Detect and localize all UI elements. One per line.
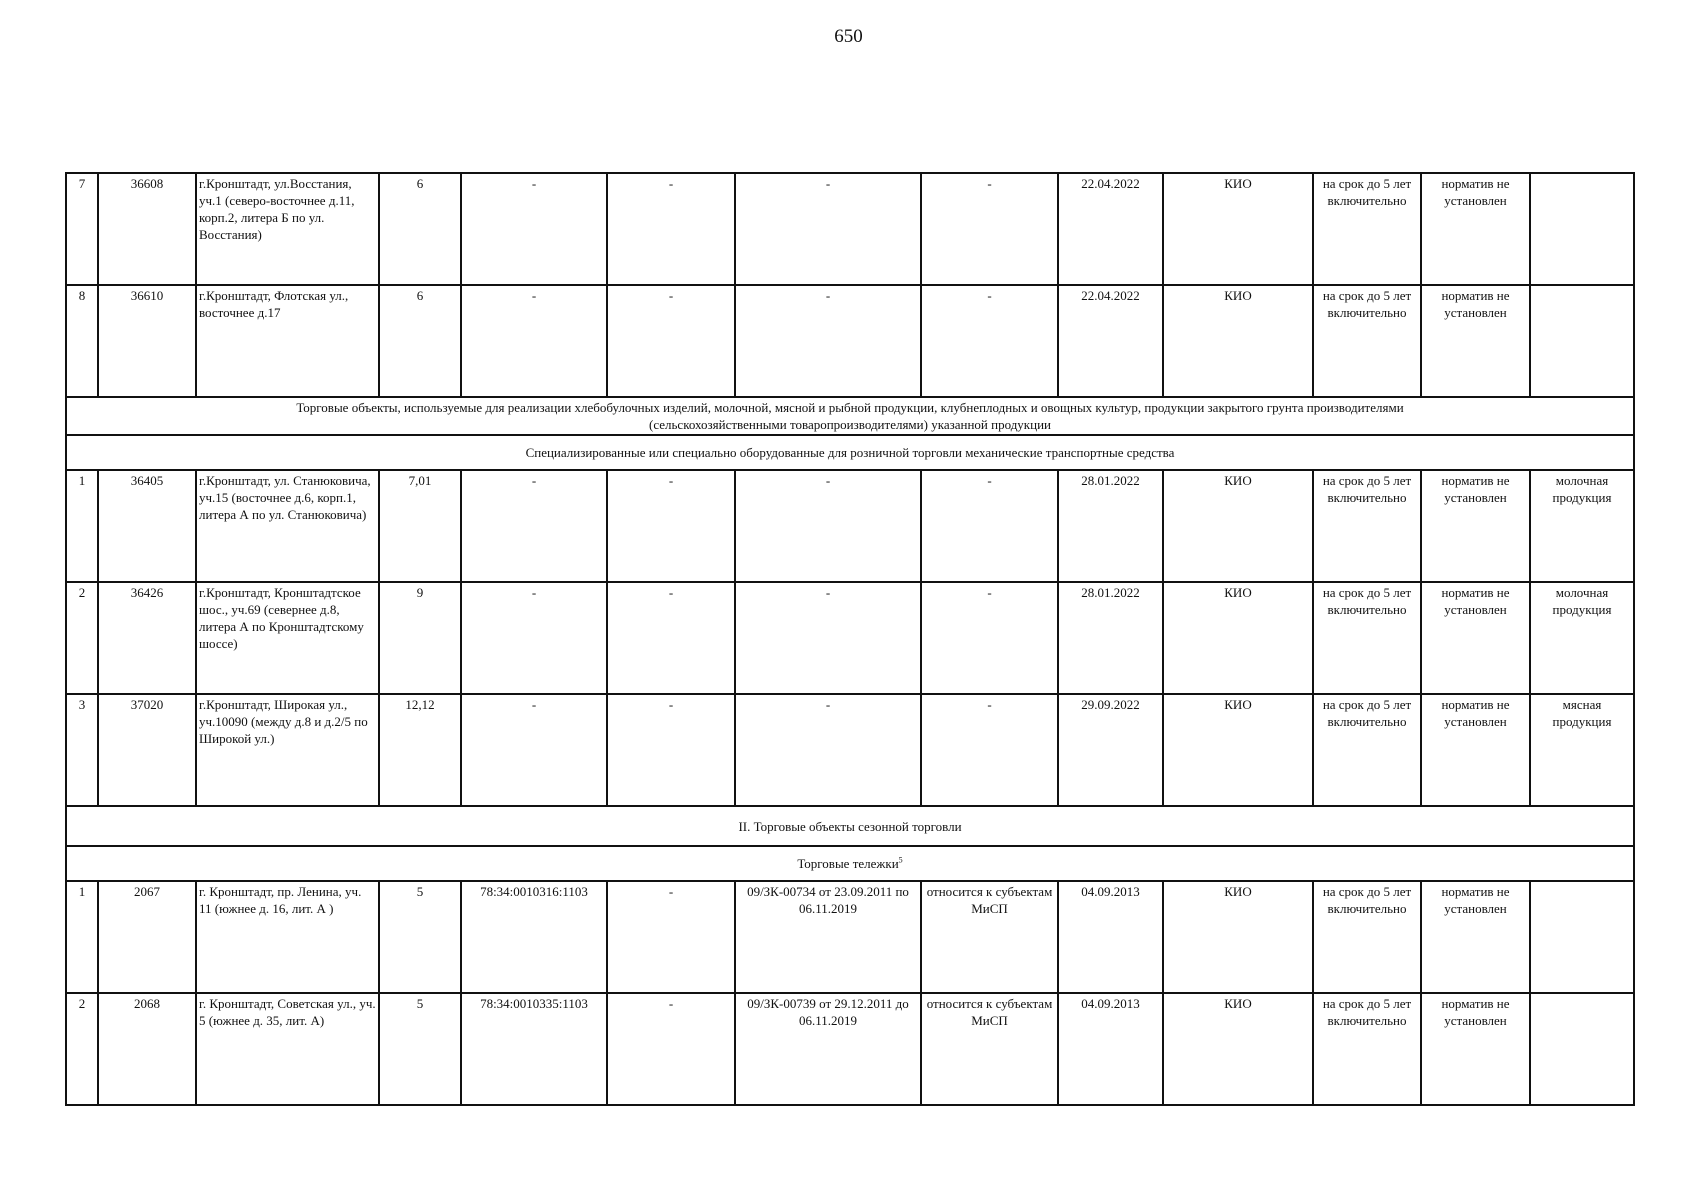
address: г.Кронштадт, ул.Восстания, уч.1 (северо-восточнее д.11, корп.2, литера Б по ул. Восстания) (196, 173, 379, 285)
table-row (66, 993, 1634, 1105)
organization: КИО (1163, 173, 1313, 285)
product-type (1530, 173, 1634, 285)
organization: КИО (1163, 881, 1313, 993)
organization: КИО (1163, 993, 1313, 1105)
area: 6 (379, 173, 461, 285)
term: на срок до 5 лет включительно (1313, 173, 1421, 285)
product-type (1530, 285, 1634, 397)
column-6: - (607, 993, 735, 1105)
table-row (66, 173, 1634, 285)
section-farm-products: Торговые объекты, используемые для реализации хлебобулочных изделий, молочной, мясной и рыбной продукции, клубнеплодных и овощных культур, продукции закрытого грунта производителями (сельскохозяйственными товаропроизводителями) указанной продукции (66, 397, 1634, 435)
table-row (66, 881, 1634, 993)
object-id: 36405 (98, 470, 196, 582)
area: 5 (379, 993, 461, 1105)
date: 22.04.2022 (1058, 173, 1163, 285)
contract: - (735, 285, 921, 397)
date: 04.09.2013 (1058, 881, 1163, 993)
object-id: 36610 (98, 285, 196, 397)
cadastral-number: - (461, 582, 607, 694)
term: на срок до 5 лет включительно (1313, 694, 1421, 806)
term: на срок до 5 лет включительно (1313, 881, 1421, 993)
area: 5 (379, 881, 461, 993)
date: 22.04.2022 (1058, 285, 1163, 397)
contract: - (735, 582, 921, 694)
area: 6 (379, 285, 461, 397)
smb-status: - (921, 285, 1058, 397)
section-header-row (66, 806, 1634, 846)
term: на срок до 5 лет включительно (1313, 285, 1421, 397)
footnote-marker: 5 (898, 855, 903, 865)
table-row (66, 694, 1634, 806)
term: на срок до 5 лет включительно (1313, 470, 1421, 582)
area: 12,12 (379, 694, 461, 806)
column-6: - (607, 694, 735, 806)
smb-status: - (921, 582, 1058, 694)
object-id: 37020 (98, 694, 196, 806)
section-header-row (66, 846, 1634, 881)
section-carts (66, 846, 1634, 881)
cadastral-number: - (461, 173, 607, 285)
table-row (66, 285, 1634, 397)
product-type: молочная продукция (1530, 470, 1634, 582)
contract: 09/ЗК-00734 от 23.09.2011 по 06.11.2019 (735, 881, 921, 993)
address: г.Кронштадт, Флотская ул., восточнее д.17 (196, 285, 379, 397)
product-type (1530, 881, 1634, 993)
object-id: 36608 (98, 173, 196, 285)
row-number: 2 (66, 582, 98, 694)
column-6: - (607, 285, 735, 397)
norm: норматив не установлен (1421, 694, 1530, 806)
column-6: - (607, 470, 735, 582)
column-6: - (607, 582, 735, 694)
norm: норматив не установлен (1421, 582, 1530, 694)
cadastral-number: - (461, 285, 607, 397)
area: 7,01 (379, 470, 461, 582)
date: 29.09.2022 (1058, 694, 1163, 806)
smb-status: - (921, 173, 1058, 285)
norm: норматив не установлен (1421, 470, 1530, 582)
organization: КИО (1163, 285, 1313, 397)
smb-status: относится к субъектам МиСП (921, 881, 1058, 993)
norm: норматив не установлен (1421, 993, 1530, 1105)
cadastral-number: - (461, 694, 607, 806)
cadastral-number: - (461, 470, 607, 582)
table-row (66, 582, 1634, 694)
row-number: 1 (66, 881, 98, 993)
object-id: 2068 (98, 993, 196, 1105)
area: 9 (379, 582, 461, 694)
date: 28.01.2022 (1058, 470, 1163, 582)
smb-status: - (921, 694, 1058, 806)
organization: КИО (1163, 582, 1313, 694)
contract: - (735, 694, 921, 806)
term: на срок до 5 лет включительно (1313, 993, 1421, 1105)
norm: норматив не установлен (1421, 173, 1530, 285)
row-number: 7 (66, 173, 98, 285)
table-row (66, 470, 1634, 582)
object-id: 36426 (98, 582, 196, 694)
page-number: 650 (834, 26, 863, 47)
column-6: - (607, 173, 735, 285)
date: 28.01.2022 (1058, 582, 1163, 694)
address: г.Кронштадт, Широкая ул., уч.10090 (между д.8 и д.2/5 по Широкой ул.) (196, 694, 379, 806)
term: на срок до 5 лет включительно (1313, 582, 1421, 694)
product-type: молочная продукция (1530, 582, 1634, 694)
section-vehicles: Специализированные или специально оборудованные для розничной торговли механические транспортные средства (66, 435, 1634, 470)
column-6: - (607, 881, 735, 993)
row-number: 1 (66, 470, 98, 582)
product-type: мясная продукция (1530, 694, 1634, 806)
address: г.Кронштадт, ул. Станюковича, уч.15 (восточнее д.6, корп.1, литера А по ул. Станюковича) (196, 470, 379, 582)
row-number: 2 (66, 993, 98, 1105)
cadastral-number: 78:34:0010316:1103 (461, 881, 607, 993)
smb-status: - (921, 470, 1058, 582)
contract: - (735, 173, 921, 285)
address: г.Кронштадт, Кронштадтское шос., уч.69 (севернее д.8, литера А по Кронштадтскому шоссе) (196, 582, 379, 694)
registry-table (65, 172, 1635, 1106)
contract: - (735, 470, 921, 582)
contract: 09/ЗК-00739 от 29.12.2011 до 06.11.2019 (735, 993, 921, 1105)
address: г. Кронштадт, Советская ул., уч. 5 (южнее д. 35, лит. А) (196, 993, 379, 1105)
object-id: 2067 (98, 881, 196, 993)
row-number: 3 (66, 694, 98, 806)
date: 04.09.2013 (1058, 993, 1163, 1105)
norm: норматив не установлен (1421, 285, 1530, 397)
section-seasonal: II. Торговые объекты сезонной торговли (66, 806, 1634, 846)
product-type (1530, 993, 1634, 1105)
organization: КИО (1163, 694, 1313, 806)
organization: КИО (1163, 470, 1313, 582)
smb-status: относится к субъектам МиСП (921, 993, 1058, 1105)
cadastral-number: 78:34:0010335:1103 (461, 993, 607, 1105)
address: г. Кронштадт, пр. Ленина, уч. 11 (южнее д. 16, лит. А ) (196, 881, 379, 993)
row-number: 8 (66, 285, 98, 397)
norm: норматив не установлен (1421, 881, 1530, 993)
section-carts-label: Торговые тележки (797, 856, 899, 871)
section-header-row (66, 435, 1634, 470)
section-header-row (66, 397, 1634, 435)
